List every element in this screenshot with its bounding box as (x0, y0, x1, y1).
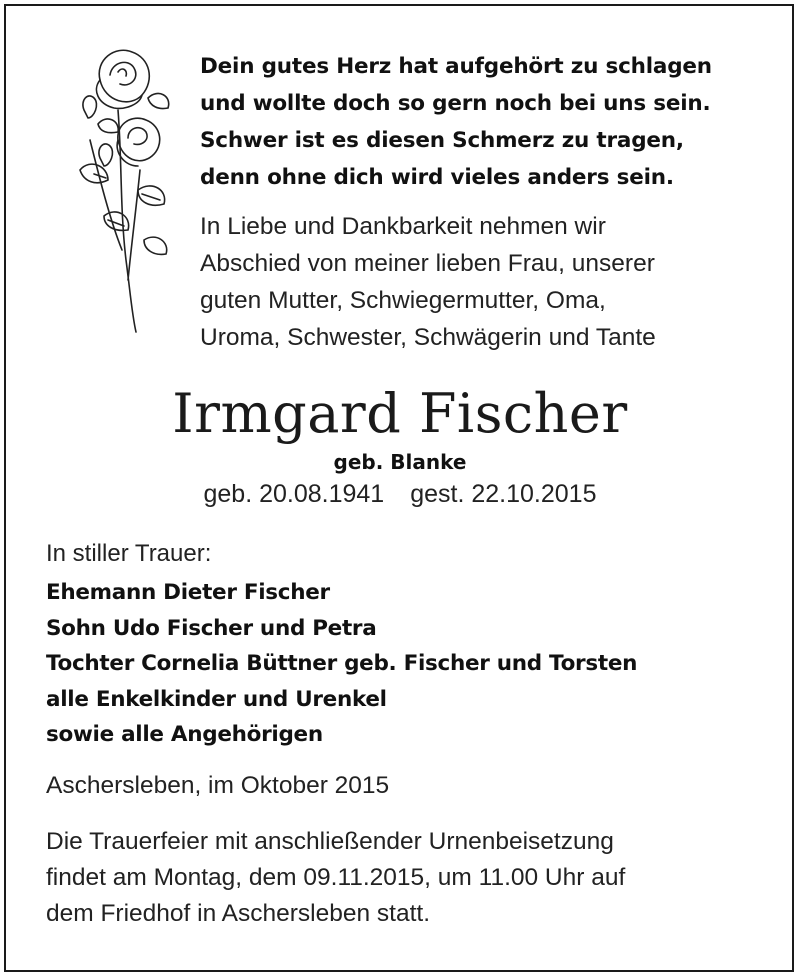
poem-line: Dein gutes Herz hat aufgehört zu schlagen (200, 54, 712, 79)
maiden-name: geb. Blanke (333, 450, 467, 474)
farewell-intro (200, 208, 770, 356)
birth-date: geb. 20.08.1941 (203, 480, 385, 508)
intro-line: In Liebe und Dankbarkeit nehmen wir (200, 213, 606, 240)
service-line: dem Friedhof in Aschersleben statt. (46, 900, 431, 927)
poem-verse (200, 48, 770, 196)
mourner-item: Tochter Cornelia Büttner geb. Fischer und Torsten (46, 651, 638, 676)
service-line: Die Trauerfeier mit anschließender Urnenbeisetzung (46, 828, 614, 855)
life-dates (0, 480, 800, 509)
mourner-item: sowie alle Angehörigen (46, 722, 323, 747)
poem-line: und wollte doch so gern noch bei uns sein. (200, 91, 711, 116)
intro-line: Abschied von meiner lieben Frau, unserer (200, 250, 655, 277)
mourners-list (46, 575, 637, 753)
poem-line: Schwer ist es diesen Schmerz zu tragen, (200, 128, 684, 153)
death-date: gest. 22.10.2015 (410, 480, 597, 508)
poem-line: denn ohne dich wird vieles anders sein. (200, 165, 674, 190)
service-info (46, 824, 766, 932)
rose-icon (70, 40, 190, 340)
mourner-item: Ehemann Dieter Fischer (46, 580, 330, 605)
intro-line: guten Mutter, Schwiegermutter, Oma, (200, 287, 606, 314)
place-date: Aschersleben, im Oktober 2015 (46, 772, 390, 799)
mourner-item: Sohn Udo Fischer und Petra (46, 615, 377, 641)
mourners-label: In stiller Trauer: (46, 540, 212, 567)
service-line: findet am Montag, dem 09.11.2015, um 11.00 Uhr auf (46, 864, 626, 891)
intro-line: Uroma, Schwester, Schwägerin und Tante (200, 324, 656, 351)
deceased-name: Irmgard Fischer (172, 382, 628, 445)
mourner-item: alle Enkelkinder und Urenkel (46, 686, 387, 712)
